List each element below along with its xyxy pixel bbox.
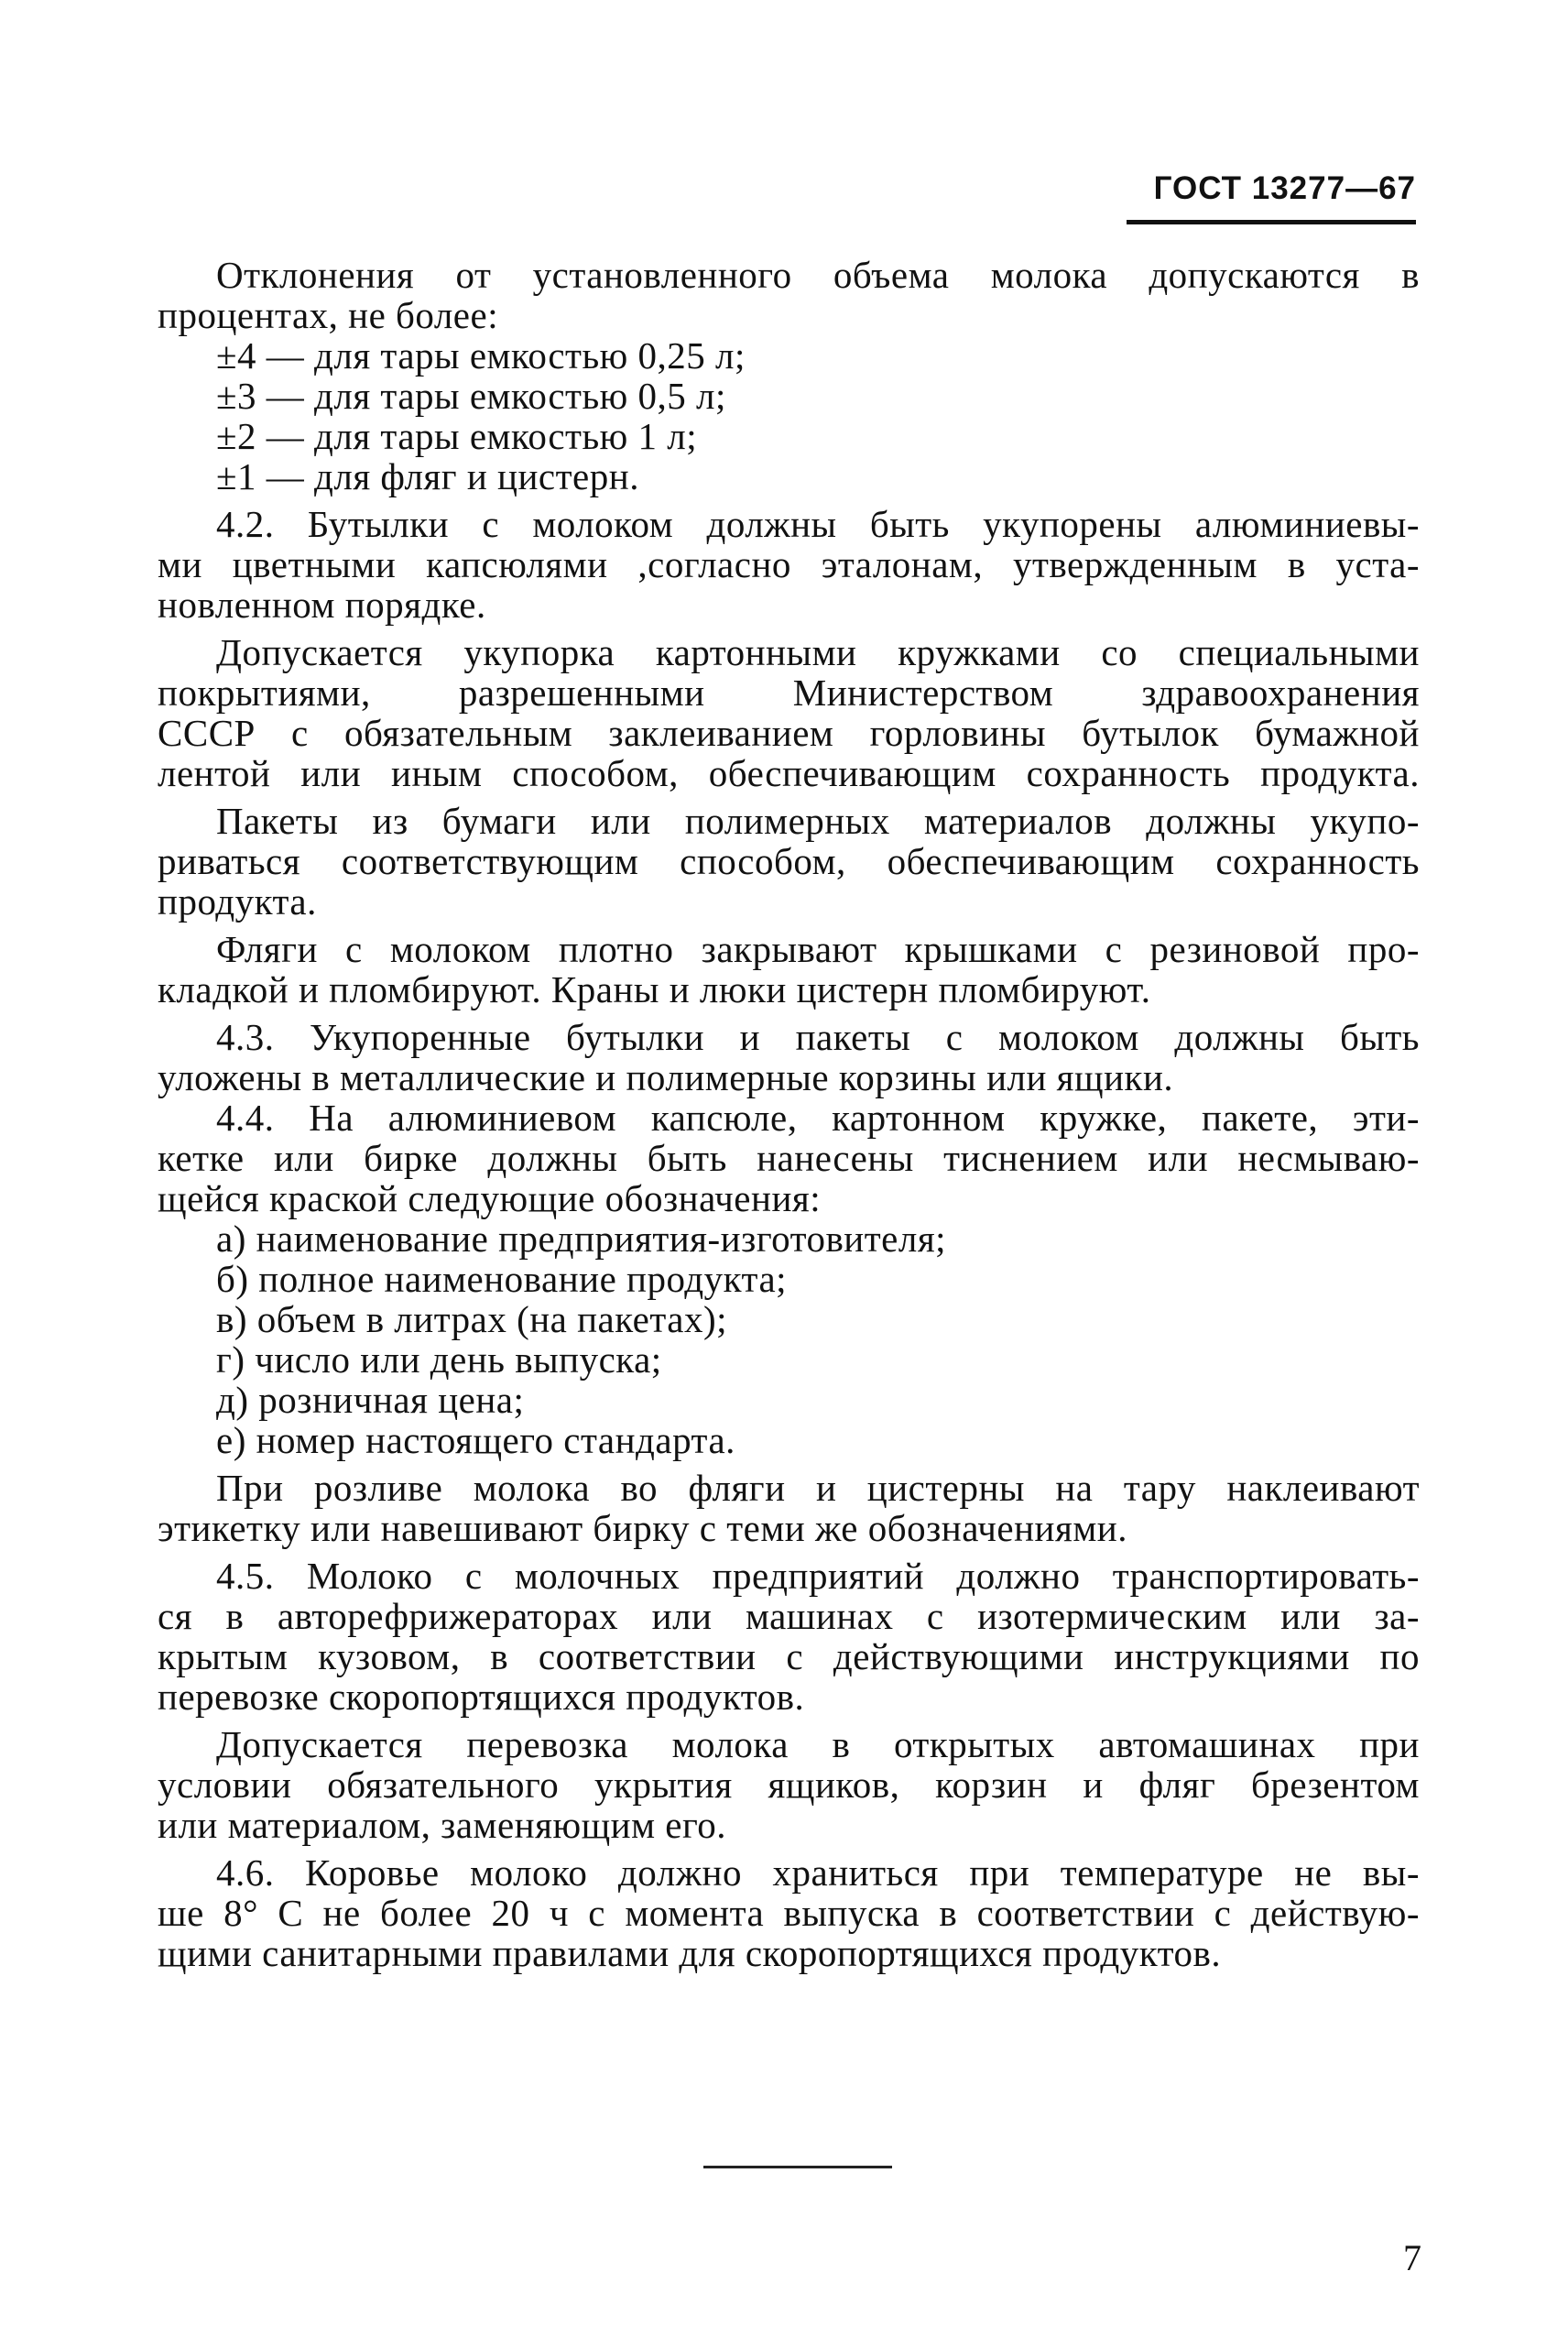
list-item: д) розничная цена;: [216, 1379, 525, 1421]
text-line: 4.5. Молоко с молочных предприятий должно транспортировать-: [216, 1555, 1420, 1597]
text-line: крытым кузовом, в соответствии с действующими инструкциями по: [158, 1635, 1420, 1677]
page-number: 7: [1403, 2237, 1421, 2278]
text-line: СССР с обязательным заклеиванием горловины бутылок бумажной: [158, 712, 1420, 754]
text-line: новленном порядке.: [158, 584, 486, 626]
text-line: покрытиями, разрешенными Министерством здравоохранения: [158, 672, 1420, 714]
tolerance-item: ±3 — для тары емкостью 0,5 л;: [216, 375, 726, 417]
text-line: риваться соответствующим способом, обеспечивающим сохранность: [158, 840, 1420, 882]
document-body: [158, 255, 1420, 1973]
header-rule: [1127, 220, 1416, 224]
list-item: а) наименование предприятия-изготовителя;: [216, 1218, 947, 1260]
text-line: ше 8° С не более 20 ч с момента выпуска в соответствии с действую-: [158, 1892, 1420, 1934]
section-4-6: [158, 1852, 1420, 1973]
text-line: ми цветными капсюлями ,согласно эталонам, утвержденным в уста-: [158, 543, 1420, 585]
text-line: 4.6. Коровье молоко должно храниться при температуре не вы-: [216, 1851, 1420, 1894]
text-line: кладкой и пломбируют. Краны и люки цистерн пломбируют.: [158, 968, 1151, 1010]
text-line: или материалом, заменяющим его.: [158, 1804, 727, 1846]
list-item: в) объем в литрах (на пакетах);: [216, 1298, 728, 1340]
list-item: б) полное наименование продукта;: [216, 1258, 788, 1300]
list-item: г) число или день выпуска;: [216, 1338, 662, 1381]
text-line: Пакеты из бумаги или полимерных материалов должны укупо-: [216, 800, 1420, 842]
end-of-text-rule: [703, 2166, 892, 2168]
text-line: условии обязательного укрытия ящиков, корзин и фляг брезентом: [158, 1764, 1420, 1806]
tolerance-list: [158, 335, 1420, 497]
text-line: щими санитарными правилами для скоропортящихся продуктов.: [158, 1932, 1222, 1974]
text-line: уложены в металлические и полимерные корзины или ящики.: [158, 1056, 1174, 1098]
text-line: щейся краской следующие обозначения:: [158, 1177, 822, 1219]
intro-paragraph: [158, 255, 1420, 335]
tolerance-item: ±1 — для фляг и цистерн.: [216, 455, 639, 497]
text-line: Отклонения от установленного объема молока допускаются в: [216, 254, 1420, 296]
section-4-3: [158, 1017, 1420, 1097]
text-line: 4.2. Бутылки с молоком должны быть укупорены алюминиевы-: [216, 503, 1420, 545]
text-line: лентой или иным способом, обеспечивающим сохранность продукта.: [158, 752, 1420, 794]
section-4-4: [158, 1097, 1420, 1548]
text-line: Фляги с молоком плотно закрывают крышками с резиновой про-: [216, 928, 1420, 970]
text-line: кетке или бирке должны быть нанесены тиснением или несмываю-: [158, 1137, 1420, 1179]
text-line: 4.3. Укупоренные бутылки и пакеты с молоком должны быть: [216, 1016, 1420, 1058]
text-line: процентах, не более:: [158, 294, 499, 336]
tolerance-item: ±4 — для тары емкостью 0,25 л;: [216, 334, 746, 377]
list-item: е) номер настоящего стандарта.: [216, 1419, 735, 1461]
document-header: ГОСТ 13277—67: [1153, 170, 1416, 206]
text-line: этикетку или навешивают бирку с теми же обозначениями.: [158, 1507, 1127, 1549]
text-line: продукта.: [158, 880, 317, 923]
text-line: При розливе молока во фляги и цистерны на тару наклеивают: [216, 1467, 1420, 1509]
text-line: ся в авторефрижераторах или машинах с изотермическим или за-: [158, 1595, 1420, 1637]
tolerance-item: ±2 — для тары емкостью 1 л;: [216, 415, 698, 457]
section-4-2: [158, 504, 1420, 1010]
section-4-5: [158, 1556, 1420, 1845]
text-line: Допускается укупорка картонными кружками со специальными: [216, 631, 1420, 673]
text-line: перевозке скоропортящихся продуктов.: [158, 1676, 805, 1718]
text-line: Допускается перевозка молока в открытых автомашинах при: [216, 1723, 1420, 1765]
text-line: 4.4. На алюминиевом капсюле, картонном кружке, пакете, эти-: [216, 1097, 1420, 1139]
